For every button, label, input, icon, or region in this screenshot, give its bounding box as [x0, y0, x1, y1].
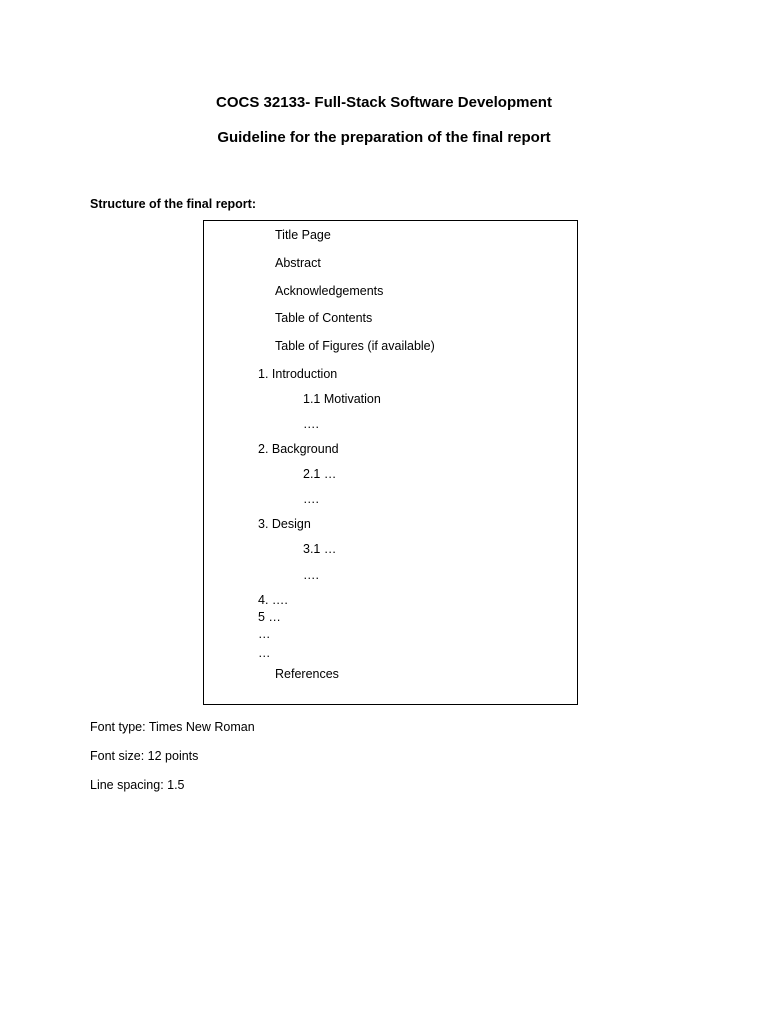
toc-chapter-4: 4. ….	[258, 593, 288, 607]
report-structure-box	[203, 220, 578, 705]
toc-item-title-page: Title Page	[275, 228, 331, 242]
document-subtitle: Guideline for the preparation of the final report	[217, 129, 551, 146]
structure-heading: Structure of the final report:	[90, 197, 256, 211]
toc-section-2-1: 2.1 …	[303, 467, 337, 481]
toc-chapter-introduction: 1. Introduction	[258, 367, 338, 381]
toc-item-references: References	[275, 667, 339, 681]
toc-ellipsis: …	[258, 627, 271, 641]
toc-chapter-design: 3. Design	[258, 517, 311, 531]
font-type-requirement: Font type: Times New Roman	[90, 720, 255, 734]
toc-ellipsis: ….	[303, 417, 319, 431]
toc-item-table-of-figures: Table of Figures (if available)	[275, 339, 435, 353]
toc-item-table-of-contents: Table of Contents	[275, 311, 373, 325]
toc-chapter-background: 2. Background	[258, 442, 339, 456]
toc-ellipsis: ….	[303, 492, 319, 506]
toc-ellipsis: …	[258, 646, 271, 660]
line-spacing-requirement: Line spacing: 1.5	[90, 778, 185, 792]
toc-chapter-5: 5 …	[258, 610, 281, 624]
toc-section-motivation: 1.1 Motivation	[303, 392, 381, 406]
toc-section-3-1: 3.1 …	[303, 542, 337, 556]
font-size-requirement: Font size: 12 points	[90, 749, 199, 763]
toc-ellipsis: ….	[303, 568, 319, 582]
toc-item-acknowledgements: Acknowledgements	[275, 284, 384, 298]
document-title: COCS 32133- Full-Stack Software Development	[216, 94, 552, 111]
toc-item-abstract: Abstract	[275, 256, 321, 270]
